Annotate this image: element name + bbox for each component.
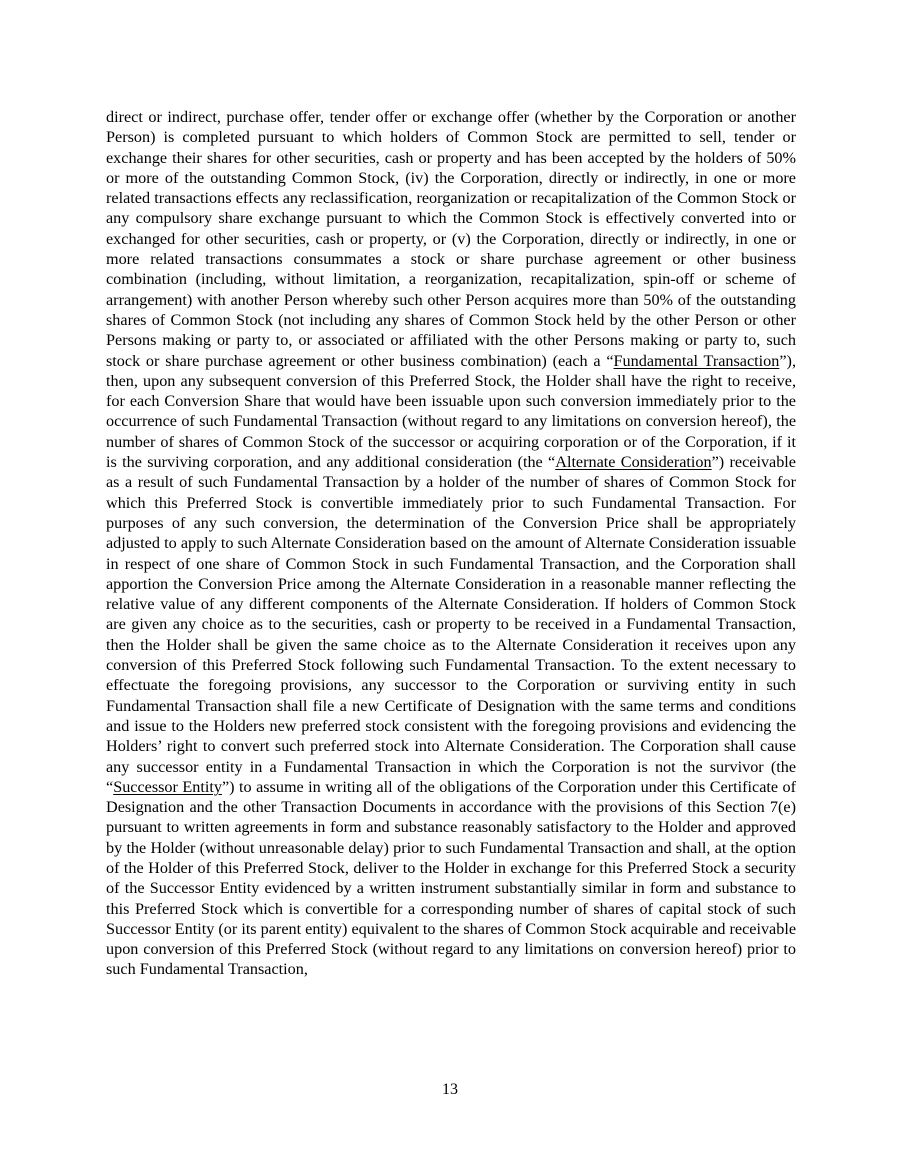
defined-term-fundamental-transaction: Fundamental Transaction — [613, 351, 780, 370]
paragraph-text: ”) receivable as a result of such Fundamental Transaction by a holder of the number of shares of Common Stock for which this Preferred Stock is convertible immediately prior to such Fundamental Transaction. For purposes of any such conversion, the determination of the Conversion Price shall be appropriately adjusted to apply to such Alternate Consideration based on the amount of Alternate Consideration issuable in respect of one share of Common Stock in such Fundamental Transaction, and the Corporation shall apportion the Conversion Price among the Alternate Consideration in a reasonable manner reflecting the relative value of any different components of the Alternate Consideration. If holders of Common Stock are given any choice as to the securities, cash or property to be received in a Fundamental Transaction, then the Holder shall be given the same choice as to the Alternate Consideration it receives upon any conversion of this Preferred Stock following such Fundamental Transaction. To the extent necessary to effectuate the foregoing provisions, any successor to the Corporation or surviving entity in such Fundamental Transaction shall file a new Certificate of Designation with the same terms and conditions and issue to the Holders new preferred stock consistent with the foregoing provisions and evidencing the Holders’ right to convert such preferred stock into Alternate Consideration. The Corporation shall cause any successor entity in a Fundamental Transaction in which the Corporation is not the survivor (the “ — [106, 453, 796, 796]
paragraph-text: direct or indirect, purchase offer, tender offer or exchange offer (whether by the Corporation or another Person) is completed pursuant to which holders of Common Stock are permitted to sell, tender or exchange their shares for other securities, cash or property and has been accepted by the holders of 50% or more of the outstanding Common Stock, (iv) the Corporation, directly or indirectly, in one or more related transactions effects any reclassification, reorganization or recapitalization of the Common Stock or any compulsory share exchange pursuant to which the Common Stock is effectively converted into or exchanged for other securities, cash or property, or (v) the Corporation, directly or indirectly, in one or more related transactions consummates a stock or share purchase agreement or other business combination (including, without limitation, a reorganization, recapitalization, spin-off or scheme of arrangement) with another Person whereby such other Person acquires more than 50% of the outstanding shares of Common Stock (not including any shares of Common Stock held by the other Person or other Persons making or party to, or associated or affiliated with the other Persons making or party to, such stock or share purchase agreement or other business combination) (each a “ — [106, 108, 796, 370]
defined-term-successor-entity: Successor Entity — [113, 777, 222, 796]
page-number: 13 — [442, 1081, 458, 1098]
body-paragraph — [106, 107, 796, 980]
paragraph-text: ”), then, upon any subsequent conversion of this Preferred Stock, the Holder shall have the right to receive, for each Conversion Share that would have been issuable upon such conversion immediately prior to the occurrence of such Fundamental Transaction (without regard to any limitations on conversion hereof), the number of shares of Common Stock of the successor or acquiring corporation or of the Corporation, if it is the surviving corporation, and any additional consideration (the “ — [106, 351, 796, 472]
paragraph-text: ”) to assume in writing all of the obligations of the Corporation under this Certificate of Designation and the other Transaction Documents in accordance with the provisions of this Section 7(e) pursuant to written agreements in form and substance reasonably satisfactory to the Holder and approved by the Holder (without unreasonable delay) prior to such Fundamental Transaction and shall, at the option of the Holder of this Preferred Stock, deliver to the Holder in exchange for this Preferred Stock a security of the Successor Entity evidenced by a written instrument substantially similar in form and substance to this Preferred Stock which is convertible for a corresponding number of shares of capital stock of such Successor Entity (or its parent entity) equivalent to the shares of Common Stock acquirable and receivable upon conversion of this Preferred Stock (without regard to any limitations on conversion hereof) prior to such Fundamental Transaction, — [106, 777, 797, 979]
defined-term-alternate-consideration: Alternate Consideration — [555, 453, 712, 472]
